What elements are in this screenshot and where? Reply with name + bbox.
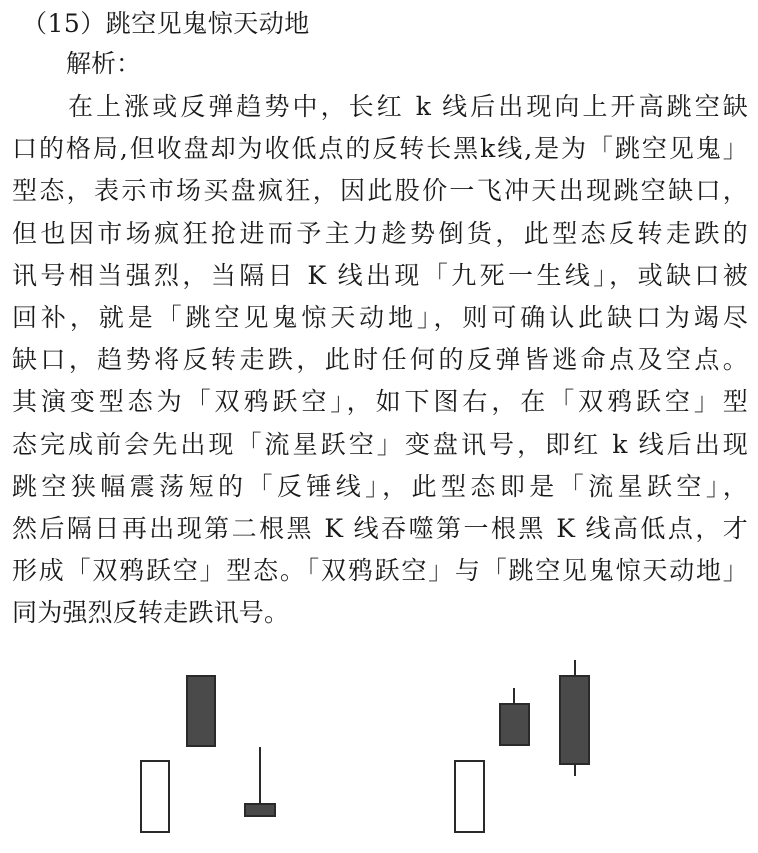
candle-wick [574,764,576,776]
analysis-paragraph [12,86,748,634]
paragraph-line: 口的格局,但收盘却为收低点的反转长黑k线,是为「跳空见鬼」 [12,134,748,164]
gap-black-candle [186,675,216,747]
section-heading: （15）跳空见鬼惊天动地 [22,9,310,38]
paragraph-line: 态完成前会先出现「流星跃空」变盘讯号，即红 k 线后出现 [12,429,748,459]
paragraph-line: 形成「双鸦跃空」型态。「双鸦跃空」与「跳空见鬼惊天动地」 [12,556,748,586]
small-black-candle [244,803,276,817]
paragraph-line: 讯号相当强烈，当隔日 K 线出现「九死一生线」，或缺口被 [12,260,748,290]
candle-wick [513,688,515,704]
red-candle [454,760,485,833]
candle-wick [574,660,576,676]
candlestick-figure [0,640,758,853]
candle-wick [259,747,261,805]
paragraph-line: 但也因市场疯狂抢进而予主力趁势倒货，此型态反转走跌的 [12,218,748,248]
analysis-label: 解析： [66,49,142,78]
paragraph-line: 同为强烈反转走跌讯号。 [12,598,290,628]
paragraph-line: 回补，就是「跳空见鬼惊天动地」，则可确认此缺口为竭尽 [12,302,748,332]
paragraph-line: 跳空狭幅震荡短的「反锤线」，此型态即是「流星跃空」， [12,471,748,501]
first-black-candle [499,703,530,746]
paragraph-line: 缺口，趋势将反转走跌，此时任何的反弹皆逃命点及空点。 [12,345,748,375]
paragraph-line: 在上涨或反弹趋势中，长红 k 线后出现向上开高跳空缺 [68,92,748,121]
second-black-candle [559,675,590,765]
paragraph-line: 其演变型态为「双鸦跃空」，如下图右，在「双鸦跃空」型 [12,387,748,417]
paragraph-line: 然后隔日再出现第二根黑 K 线吞噬第一根黑 K 线高低点，才 [12,513,748,543]
paragraph-line: 型态，表示市场买盘疯狂，因此股价一飞冲天出现跳空缺口， [12,176,748,206]
long-red-candle [140,760,170,833]
